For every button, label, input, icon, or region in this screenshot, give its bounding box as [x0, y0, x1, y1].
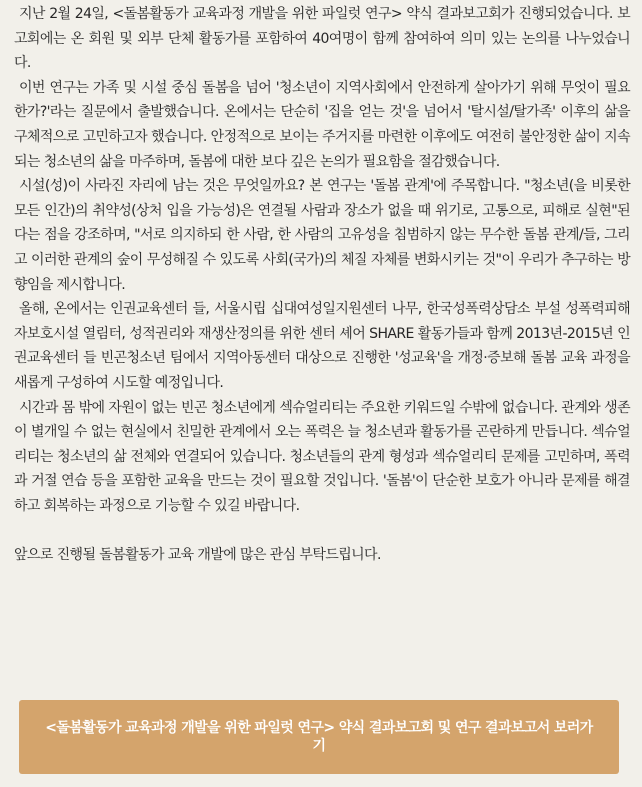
article-closing-line: 앞으로 진행될 돌봄활동가 교육 개발에 많은 관심 부탁드립니다. — [14, 547, 381, 564]
article-body — [14, 2, 630, 568]
article-paragraph-intro: 지난 2월 24일, <돌봄활동가 교육과정 개발을 위한 파일럿 연구> 약식 결과보고회가 진행되었습니다. 보고회에는 온 회원 및 외부 단체 활동가를 포함하여 40여명이 함께 참여하여 의미 있는 논의를 나누었습니다. — [14, 6, 630, 72]
article-paragraph-care-relations: 시설(성)이 사라진 자리에 남는 것은 무엇일까요? 본 연구는 '돌봄 관계'에 주목합니다. "청소년(을 비롯한 모든 인간)의 취약성(상처 입을 가능성)은 연결될 사람과 장소가 없을 때 위기로, 고통으로, 피해로 실현"된다는 점을 강조하며, "서로 의지하되 한 사람, 한 사람의 고유성을 침범하지 않는 무수한 돌봄 관계/들, 그리고 이러한 관계의 숲이 무성해질 수 있도록 사회(국가)의 체질 자체를 변화시키는 것"이 우리가 추구하는 방향임을 제시합니다. — [14, 178, 630, 293]
article-paragraph-partners: 올해, 온에서는 인권교육센터 들, 서울시립 십대여성일지원센터 나무, 한국성폭력상담소 부설 성폭력피해자보호시설 열림터, 성적권리와 재생산정의를 위한 센터 셰어 SHARE 활동가들과 함께 2013년-2015년 인권교육센터 들 빈곤청소년 팀에서 지역아동센터 대상으로 진행한 '성교육'을 개정·증보해 돌봄 교육 과정을 새롭게 구성하여 시도할 예정입니다. — [14, 301, 630, 391]
view-report-button-label: <돌봄활동가 교육과정 개발을 위한 파일럿 연구> 약식 결과보고회 및 연구 결과보고서 보러가기 — [45, 720, 593, 754]
article-paragraph-sexuality: 시간과 몸 밖에 자원이 없는 빈곤 청소년에게 섹슈얼리티는 주요한 키워드일 수밖에 없습니다. 관계와 생존이 별개일 수 없는 현실에서 친밀한 관계에서 오는 폭력은 늘 청소년과 활동가를 곤란하게 만듭니다. 섹슈얼리티는 청소년의 삶 전체와 연결되어 있습니다. 청소년들의 관계 형성과 섹슈얼리티 문제를 고민하며, 폭력과 거절 연습 등을 포함한 교육을 만드는 것이 필요할 것입니다. '돌봄'이 단순한 보호가 아니라 문제를 해결하고 회복하는 과정으로 기능할 수 있길 바랍니다. — [14, 399, 630, 514]
article-paragraph-research-question: 이번 연구는 가족 및 시설 중심 돌봄을 넘어 '청소년이 지역사회에서 안전하게 살아가기 위해 무엇이 필요한가?'라는 질문에서 출발했습니다. 온에서는 단순히 '집을 얻는 것'을 넘어서 '탈시설/탈가족' 이후의 삶을 구체적으로 고민하고자 했습니다. 안정적으로 보이는 주거지를 마련한 이후에도 여전히 불안정한 삶이 지속되는 청소년의 삶을 마주하며, 돌봄에 대한 보다 깊은 논의가 필요함을 절감했습니다. — [14, 79, 630, 170]
view-report-button[interactable] — [19, 700, 619, 774]
